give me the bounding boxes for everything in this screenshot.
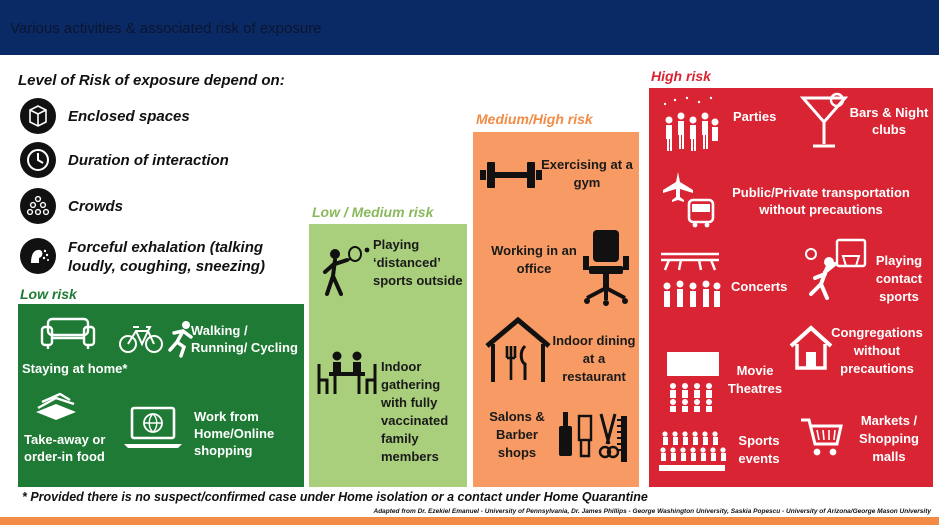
- factor-label: Crowds: [68, 197, 124, 215]
- party-crowd-icon: [659, 94, 723, 156]
- cocktail-icon: [799, 92, 849, 150]
- high-item-concerts: Concerts: [731, 279, 788, 294]
- source-credit: Adapted from Dr. Ezekiel Emanuel - University of Pennsylvania, Dr. James Phillips - George Washington University, Saskia Popescu - University of Arizona/George Mason University: [373, 508, 931, 515]
- low-risk-heading: Low risk: [20, 286, 77, 302]
- low-item-walk: Walking / Running/ Cycling: [191, 323, 298, 355]
- stadium-crowd-icon: [657, 428, 727, 474]
- clock-icon: [20, 142, 56, 178]
- factor-exhalation: [20, 238, 283, 276]
- bus-icon: [687, 198, 715, 228]
- medhigh-item-gym: Exercising at a gym: [541, 157, 633, 190]
- high-item-movies: Movie Theatres: [727, 363, 783, 396]
- high-item-contact: Playing contact sports: [875, 253, 923, 304]
- restaurant-icon: [483, 316, 553, 384]
- concert-stage-icon: [657, 248, 723, 314]
- medhigh-item-salon: Salons & Barber shops: [489, 409, 545, 460]
- laptop-globe-icon: [122, 406, 184, 450]
- high-item-congregations: Congregations without precautions: [831, 325, 923, 376]
- crowd-icon: [20, 188, 56, 224]
- bicycle-icon: [118, 322, 164, 354]
- medium-high-risk-panel: [473, 132, 639, 487]
- enclosed-space-icon: [20, 98, 56, 134]
- factor-label: Duration of interaction: [68, 151, 229, 169]
- medhigh-item-office: Working in an office: [491, 243, 577, 276]
- shopping-cart-icon: [799, 416, 845, 458]
- page-title: Various activities & associated risk of exposure: [10, 20, 322, 37]
- low-medium-risk-panel: [309, 224, 467, 487]
- low-item-home: Staying at home*: [22, 361, 128, 376]
- lowmed-item-gathering: Indoor gathering with fully vaccinated family members: [381, 359, 449, 464]
- factor-enclosed: [20, 98, 190, 134]
- factor-label: Forceful exhalation (talking loudly, coughing, sneezing): [68, 239, 265, 275]
- sneeze-icon: [20, 238, 56, 274]
- high-item-markets: Markets / Shopping malls: [859, 413, 919, 464]
- dumbbell-icon: [479, 158, 543, 192]
- salon-tools-icon: [557, 410, 629, 466]
- sofa-icon: [40, 316, 96, 350]
- high-item-bars: Bars & Night clubs: [849, 105, 929, 137]
- family-table-icon: [315, 350, 379, 396]
- medium-high-risk-heading: Medium/High risk: [476, 111, 593, 127]
- factor-label: Enclosed spaces: [68, 107, 190, 125]
- high-item-transport: Public/Private transportation without precautions: [732, 185, 910, 217]
- high-item-parties: Parties: [733, 109, 777, 124]
- low-risk-panel: [18, 304, 304, 487]
- high-item-sports-events: Sports events: [738, 433, 780, 466]
- low-item-takeaway: Take-away or order-in food: [24, 432, 106, 464]
- factor-crowds: [20, 188, 123, 224]
- intro-heading: Level of Risk of exposure depend on:: [18, 72, 285, 89]
- low-item-work: Work from Home/Online shopping: [194, 409, 275, 458]
- medhigh-item-dining: Indoor dining at a restaurant: [552, 333, 636, 384]
- movie-theatre-icon: [663, 350, 723, 412]
- basketball-icon: [799, 238, 867, 308]
- tennis-player-icon: [317, 246, 373, 298]
- low-medium-risk-heading: Low / Medium risk: [312, 204, 434, 220]
- office-chair-icon: [581, 228, 631, 306]
- lowmed-item-sports: Playing ‘distanced’ sports outside: [373, 237, 463, 288]
- takeaway-box-icon: [32, 390, 80, 424]
- high-risk-heading: High risk: [651, 68, 711, 84]
- footnote: * Provided there is no suspect/confirmed case under Home isolation or a contact under Home Quarantine: [22, 490, 648, 504]
- factor-duration: [20, 142, 229, 178]
- bottom-accent-bar: [0, 517, 939, 525]
- title-bar: [0, 0, 939, 55]
- high-risk-panel: [649, 88, 933, 487]
